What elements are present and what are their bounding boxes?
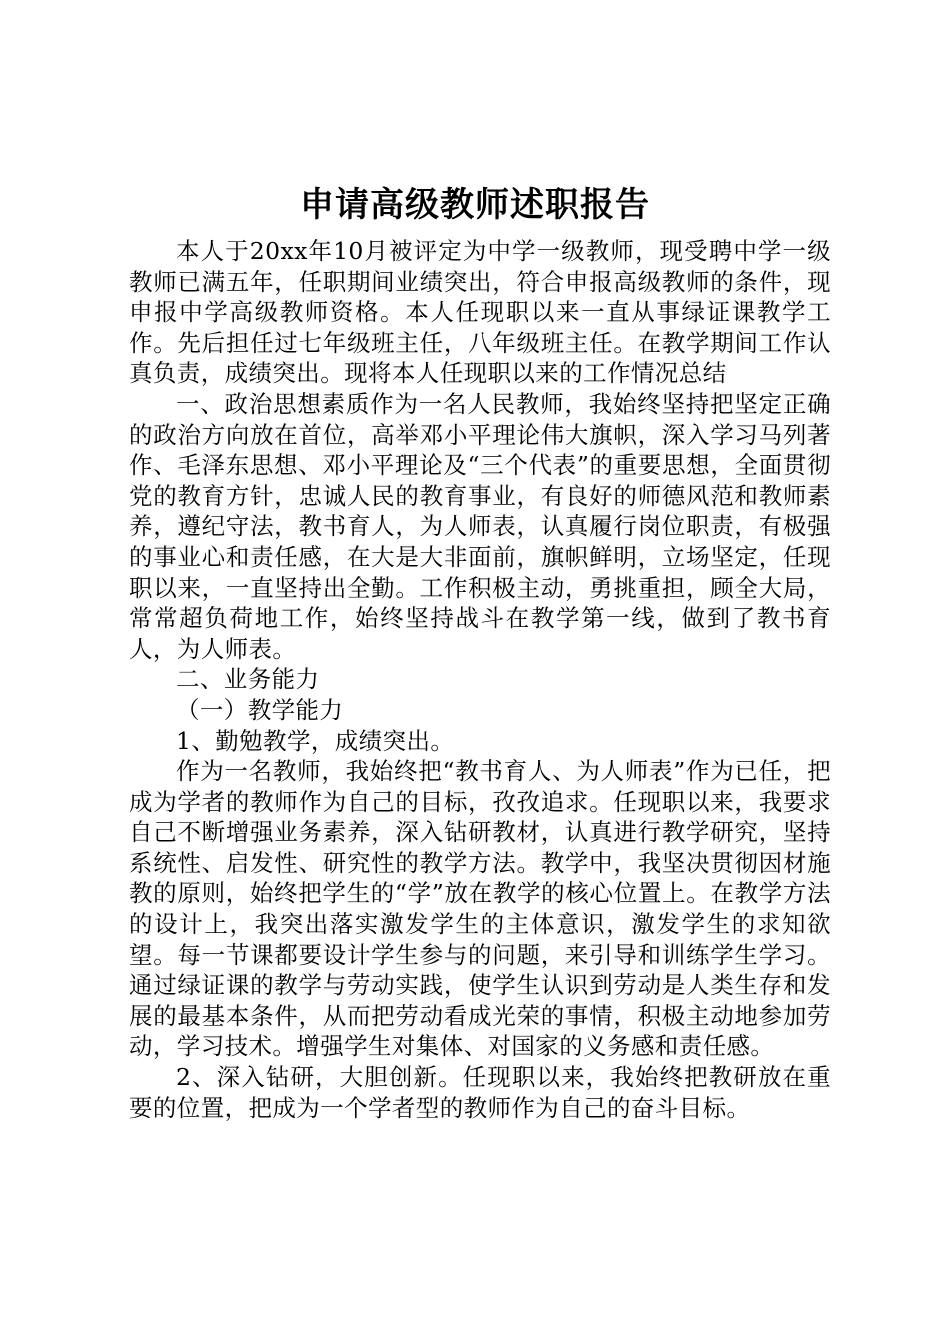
heading-business-ability: 二、业务能力 <box>176 665 320 694</box>
paragraph-intro: 本人于20xx年10月被评定为中学一级教师，现受聘中学一级教师已满五年，任职期间业绩突出，符合申报高级教师的条件，现申报中学高级教师资格。本人任现职以来一直从事绿证课教学工作。先后担任过七年级班主任，八年级班主任。在教学期间工作认真负责，成绩突出。现将本人任现职以来的工作情况总结 <box>129 237 831 388</box>
paragraph-teaching: 作为一名教师，我始终把“教书育人、为人师表”作为已任，把成为学者的教师作为自己的目标，孜孜追求。任现职以来，我要求自己不断增强业务素养，深入钻研教材，认真进行教学研究，坚持系统性、启发性、研究性的教学方法。教学中，我坚决贯彻因材施教的原则，始终把学生的“学”放在教学的核心位置上。在教学方法的设计上，我突出落实激发学生的主体意识，激发学生的求知欲望。每一节课都要设计学生参与的问题，来引导和训练学生学习。通过绿证课的教学与劳动实践，使学生认识到劳动是人类生存和发展的最基本条件，从而把劳动看成光荣的事情，积极主动地参加劳动，学习技术。增强学生对集体、对国家的义务感和责任感。 <box>129 757 831 1061</box>
document-body <box>129 236 831 1123</box>
paragraph-political: 一、政治思想素质作为一名人民教师，我始终坚持把坚定正确的政治方向放在首位，高举邓小平理论伟大旗帜，深入学习马列著作、毛泽东思想、邓小平理论及“三个代表”的重要思想，全面贯彻党的教育方针，忠诚人民的教育事业，有良好的师德风范和教师素养，遵纪守法，教书育人，为人师表，认真履行岗位职责，有极强的事业心和责任感，在大是大非面前，旗帜鲜明，立场坚定，任现职以来，一直坚持出全勤。工作积极主动，勇挑重担，顾全大局，常常超负荷地工作，始终坚持战斗在教学第一线，做到了教书育人，为人师表。 <box>129 389 831 663</box>
heading-teaching-ability: （一）教学能力 <box>176 695 344 724</box>
document-title: 申请高级教师述职报告 <box>300 185 650 225</box>
paragraph-research: 2、深入钻研，大胆创新。任现职以来，我始终把教研放在重要的位置，把成为一个学者型的教师作为自己的奋斗目标。 <box>129 1063 831 1122</box>
heading-diligent-teaching: 1、勤勉教学，成绩突出。 <box>176 726 455 755</box>
